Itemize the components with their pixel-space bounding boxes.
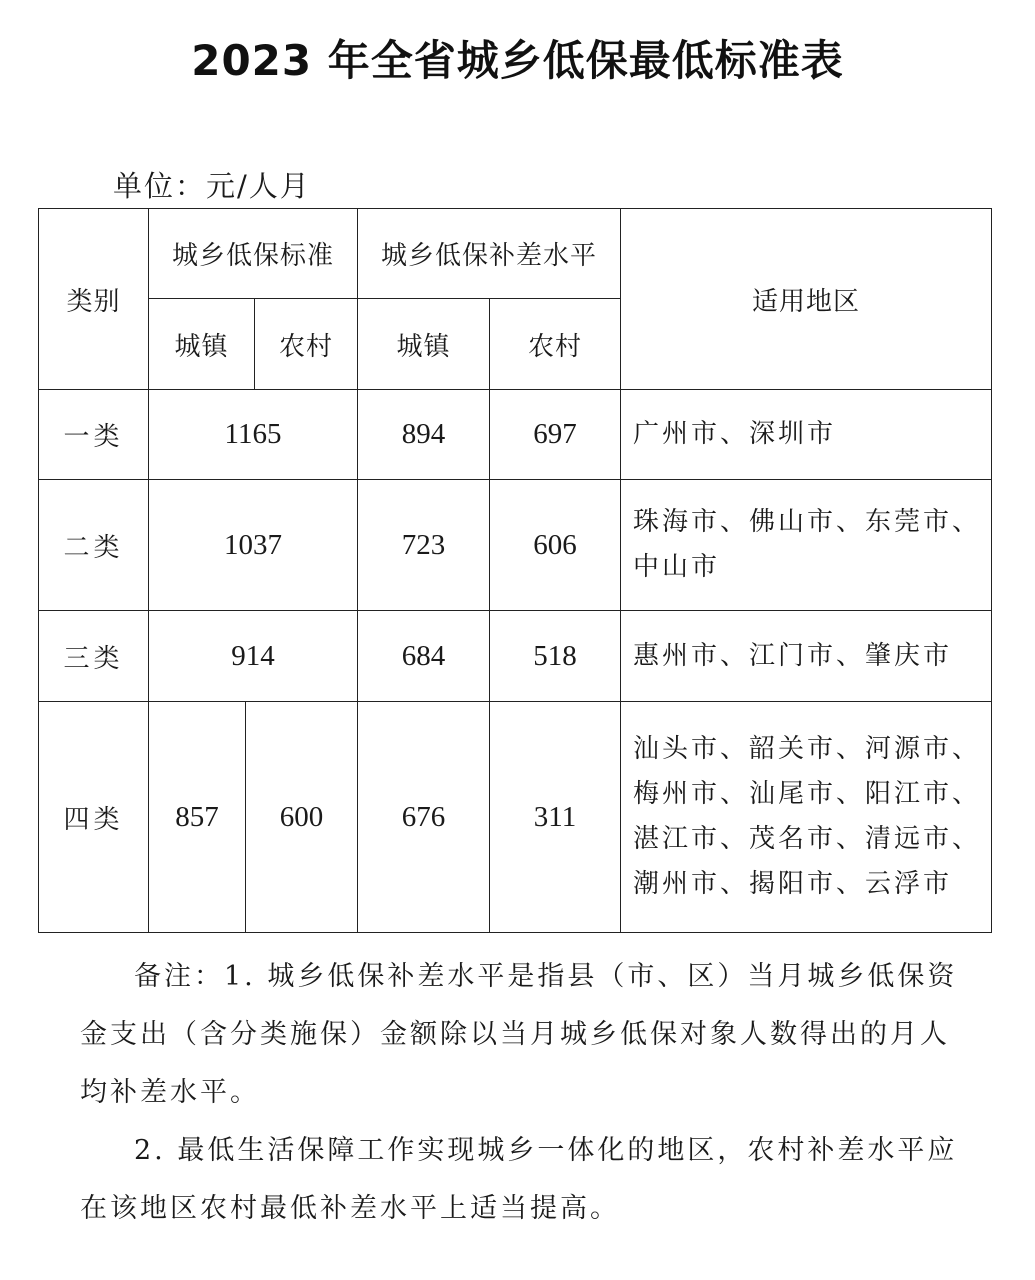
row-subsidy-urban: 894 — [358, 390, 490, 480]
notes — [80, 948, 960, 1238]
row-region: 广州市、深圳市 — [621, 390, 992, 480]
row-category: 一类 — [39, 390, 149, 480]
row-standard-split — [149, 702, 358, 933]
row-region: 汕头市、韶关市、河源市、梅州市、汕尾市、阳江市、湛江市、茂名市、清远市、潮州市、揭阳市、云浮市 — [621, 702, 992, 933]
table-row — [39, 702, 992, 933]
row-subsidy-rural: 518 — [490, 611, 621, 702]
page-title: 2023 年全省城乡低保最低标准表 — [191, 36, 844, 85]
note-1: 备注：1. 城乡低保补差水平是指县（市、区）当月城乡低保资金支出（含分类施保）金额除以当月城乡低保对象人数得出的月人均补差水平。 — [80, 961, 958, 1108]
row-subsidy-rural: 311 — [490, 702, 621, 933]
header-standard: 城乡低保标准 — [149, 209, 358, 299]
row-category: 四类 — [39, 702, 149, 933]
row-region: 珠海市、佛山市、东莞市、中山市 — [621, 480, 992, 611]
row-category: 三类 — [39, 611, 149, 702]
header-subsidy-rural: 农村 — [490, 299, 621, 390]
row-subsidy-urban: 684 — [358, 611, 490, 702]
header-standard-rural: 农村 — [255, 299, 358, 390]
table-row — [39, 611, 992, 702]
header-standard-urban: 城镇 — [149, 299, 255, 390]
row-subsidy-rural: 606 — [490, 480, 621, 611]
row-standard-urban: 857 — [149, 702, 246, 932]
unit-label: 单位：元/人月 — [113, 169, 311, 203]
header-subsidy: 城乡低保补差水平 — [358, 209, 621, 299]
table-row — [39, 390, 992, 480]
row-subsidy-urban: 723 — [358, 480, 490, 611]
table-row — [39, 480, 992, 611]
standards-table — [38, 208, 992, 933]
row-standard: 1165 — [149, 390, 358, 480]
header-region: 适用地区 — [621, 209, 992, 390]
row-standard-rural: 600 — [279, 800, 324, 833]
row-region: 惠州市、江门市、肇庆市 — [621, 611, 992, 702]
row-category: 二类 — [39, 480, 149, 611]
row-subsidy-rural: 697 — [490, 390, 621, 480]
row-subsidy-urban: 676 — [358, 702, 490, 933]
header-subsidy-urban: 城镇 — [358, 299, 490, 390]
row-standard: 914 — [149, 611, 358, 702]
row-standard: 1037 — [149, 480, 358, 611]
note-2: 2. 最低生活保障工作实现城乡一体化的地区，农村补差水平应在该地区农村最低补差水平上适当提高。 — [80, 1135, 958, 1224]
header-category: 类别 — [39, 209, 149, 390]
